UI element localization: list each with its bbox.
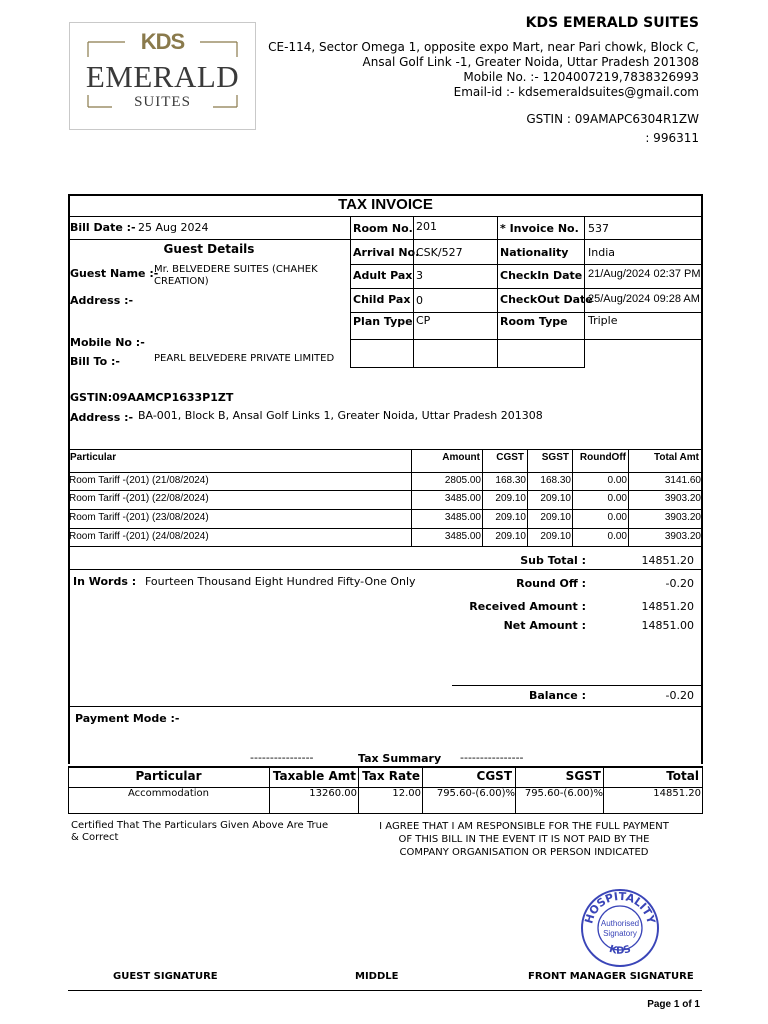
row-particular: Room Tariff -(201) (23/08/2024) bbox=[69, 512, 209, 523]
agree-line3: COMPANY ORGANISATION OR PERSON INDICATED bbox=[399, 847, 649, 858]
row-total: 3903.20 bbox=[664, 512, 701, 523]
grid-line bbox=[350, 367, 585, 368]
certified-text bbox=[71, 820, 328, 844]
row-particular: Room Tariff -(201) (21/08/2024) bbox=[69, 475, 209, 486]
guest-name-label: Guest Name :- bbox=[70, 267, 159, 280]
certified-line1: Certified That The Particulars Given Above Are True bbox=[71, 820, 329, 831]
in-words-label: In Words : bbox=[73, 575, 137, 588]
row-amount: 3485.00 bbox=[444, 512, 481, 523]
grid-line bbox=[350, 264, 702, 265]
row-cgst: 209.10 bbox=[495, 531, 526, 542]
sub-total-value: 14851.20 bbox=[641, 554, 694, 567]
guest-signature-label: GUEST SIGNATURE bbox=[113, 971, 218, 982]
table-line bbox=[68, 449, 703, 450]
row-roundoff: 0.00 bbox=[607, 531, 627, 542]
row-amount: 3485.00 bbox=[444, 493, 481, 504]
guest-details-heading: Guest Details bbox=[163, 242, 255, 256]
round-off-value: -0.20 bbox=[665, 577, 694, 590]
checkin-value: 21/Aug/2024 02:37 PM bbox=[588, 268, 701, 280]
hotel-gstin: GSTIN : 09AMAPC6304R1ZW bbox=[526, 112, 699, 126]
round-off-label: Round Off : bbox=[516, 577, 586, 590]
row-amount: 3485.00 bbox=[444, 531, 481, 542]
balance-bottom-divider bbox=[68, 706, 703, 707]
logo-kds-text: KDS bbox=[140, 29, 185, 54]
table-line bbox=[68, 546, 703, 547]
hotel-address-line2: Ansal Golf Link -1, Greater Noida, Uttar Pradesh 201308 bbox=[362, 55, 699, 69]
payment-mode-label: Payment Mode :- bbox=[75, 712, 180, 725]
plan-value: CP bbox=[416, 314, 431, 327]
row-roundoff: 0.00 bbox=[607, 493, 627, 504]
bill-date-divider bbox=[68, 239, 350, 240]
room-type-label: Room Type bbox=[500, 315, 568, 328]
certified-line2: & Correct bbox=[71, 832, 119, 843]
tax-row-total: 14851.20 bbox=[653, 788, 701, 799]
bill-to-value: PEARL BELVEDERE PRIVATE LIMITED bbox=[154, 353, 335, 364]
logo-suites-text: SUITES bbox=[134, 94, 191, 110]
authorised-stamp bbox=[578, 886, 662, 970]
row-sgst: 168.30 bbox=[540, 475, 571, 486]
tax-row-cgst: 795.60-(6.00)% bbox=[436, 788, 515, 799]
adult-value: 3 bbox=[416, 269, 423, 282]
table-line bbox=[68, 528, 703, 529]
grid-line bbox=[350, 312, 702, 313]
tax-row-particular: Accommodation bbox=[127, 788, 209, 799]
tax-col-rate: Tax Rate bbox=[362, 769, 420, 783]
row-particular: Room Tariff -(201) (22/08/2024) bbox=[69, 493, 209, 504]
checkout-value: 25/Aug/2024 09:28 AM bbox=[588, 293, 700, 305]
front-manager-signature-label: FRONT MANAGER SIGNATURE bbox=[528, 971, 694, 982]
col-cgst: CGST bbox=[496, 452, 524, 463]
tax-row-sgst: 795.60-(6.00)% bbox=[524, 788, 603, 799]
row-total: 3141.60 bbox=[664, 475, 701, 486]
balance-divider bbox=[452, 685, 702, 686]
guest-name-line2: CREATION) bbox=[154, 276, 209, 287]
table-line bbox=[68, 472, 703, 473]
tax-summary-title: Tax Summary bbox=[358, 752, 442, 765]
hotel-mobile: Mobile No. :- 1204007219,7838326993 bbox=[463, 70, 699, 84]
hotel-email: Email-id :- kdsemeraldsuites@gmail.com bbox=[453, 85, 699, 99]
tax-table-line bbox=[702, 766, 703, 814]
middle-label: MIDDLE bbox=[355, 971, 399, 982]
nationality-label: Nationality bbox=[500, 246, 569, 259]
received-label: Received Amount : bbox=[469, 600, 586, 613]
received-value: 14851.20 bbox=[641, 600, 694, 613]
tax-col-sgst: SGST bbox=[565, 769, 601, 783]
room-no-value: 201 bbox=[416, 220, 437, 233]
stamp-bottom-text: KDS bbox=[607, 943, 633, 957]
net-amount-value: 14851.00 bbox=[641, 619, 694, 632]
agree-line1: I AGREE THAT I AM RESPONSIBLE FOR THE FULL PAYMENT bbox=[379, 821, 669, 832]
bill-date-value: 25 Aug 2024 bbox=[138, 221, 209, 234]
balance-label: Balance : bbox=[528, 689, 586, 702]
col-amount: Amount bbox=[442, 452, 480, 463]
row-total: 3903.20 bbox=[664, 531, 701, 542]
bill-date-label: Bill Date :- bbox=[70, 221, 136, 234]
row-cgst: 168.30 bbox=[495, 475, 526, 486]
stamp-graphic bbox=[578, 886, 662, 970]
nationality-value: India bbox=[588, 246, 615, 259]
room-no-label: Room No. bbox=[353, 222, 413, 235]
row-total: 3903.20 bbox=[664, 493, 701, 504]
arrival-value: CSK/527 bbox=[416, 246, 463, 259]
row-sgst: 209.10 bbox=[540, 493, 571, 504]
tax-col-particular: Particular bbox=[135, 769, 202, 783]
net-amount-label: Net Amount : bbox=[503, 619, 586, 632]
hotel-logo bbox=[69, 22, 256, 130]
grid-line bbox=[350, 339, 702, 340]
guest-gstin: GSTIN:09AAMCP1633P1ZT bbox=[70, 391, 234, 404]
tax-table-top bbox=[68, 766, 703, 768]
checkin-label: CheckIn Date bbox=[500, 269, 583, 282]
stamp-center-line2: Signatory bbox=[603, 929, 637, 938]
row-cgst: 209.10 bbox=[495, 493, 526, 504]
tax-col-total: Total bbox=[666, 769, 699, 783]
bill-to-label: Bill To :- bbox=[70, 355, 120, 368]
stamp-center-line1: Authorised bbox=[600, 919, 640, 928]
table-line bbox=[68, 490, 703, 491]
footer-divider bbox=[68, 990, 702, 991]
tax-col-cgst: CGST bbox=[476, 769, 512, 783]
stamp-top-text: HOSPITALITY bbox=[582, 889, 658, 926]
col-total: Total Amt bbox=[654, 452, 699, 463]
invoice-title: TAX INVOICE bbox=[338, 196, 433, 213]
mobile-label: Mobile No :- bbox=[70, 336, 145, 349]
hotel-address-line1: CE-114, Sector Omega 1, opposite expo Mart, near Pari chowk, Block C, bbox=[268, 40, 699, 54]
agree-line2: OF THIS BILL IN THE EVENT IT IS NOT PAID BY THE bbox=[398, 834, 650, 845]
row-sgst: 209.10 bbox=[540, 531, 571, 542]
row-roundoff: 0.00 bbox=[607, 512, 627, 523]
in-words-value: Fourteen Thousand Eight Hundred Fifty-One Only bbox=[145, 575, 416, 588]
col-sgst: SGST bbox=[541, 452, 569, 463]
guest-name-value bbox=[154, 264, 318, 288]
hotel-address bbox=[268, 40, 699, 100]
child-value: 0 bbox=[416, 294, 423, 307]
col-particular: Particular bbox=[70, 452, 117, 463]
checkout-label: CheckOut Date bbox=[500, 293, 593, 306]
table-line bbox=[68, 509, 703, 510]
tax-row-taxable: 13260.00 bbox=[309, 788, 357, 799]
page-number: Page 1 of 1 bbox=[647, 999, 700, 1010]
row-cgst: 209.10 bbox=[495, 512, 526, 523]
tax-summary-dashes-right: ---------------- bbox=[460, 751, 524, 764]
sub-total-label: Sub Total : bbox=[520, 554, 586, 567]
invoice-no-value: 537 bbox=[588, 222, 609, 235]
balance-value: -0.20 bbox=[665, 689, 694, 702]
subtotal-divider bbox=[68, 569, 703, 570]
grid-line bbox=[350, 239, 702, 240]
tax-table-bottom bbox=[68, 813, 703, 814]
invoice-no-label: * Invoice No. bbox=[500, 222, 579, 235]
tax-col-taxable: Taxable Amt bbox=[272, 769, 356, 783]
row-particular: Room Tariff -(201) (24/08/2024) bbox=[69, 531, 209, 542]
room-type-value: Triple bbox=[588, 314, 618, 327]
plan-label: Plan Type bbox=[353, 315, 413, 328]
tax-summary-dashes-left: ---------------- bbox=[250, 751, 314, 764]
title-divider bbox=[68, 216, 703, 217]
logo-emerald-text: EMERALD bbox=[85, 59, 240, 94]
grid-line bbox=[350, 288, 702, 289]
row-sgst: 209.10 bbox=[540, 512, 571, 523]
adult-label: Adult Pax bbox=[353, 269, 413, 282]
guest-name-line1: Mr. BELVEDERE SUITES (CHAHEK bbox=[154, 264, 318, 275]
address-label: Address :- bbox=[70, 294, 134, 307]
address2-label: Address :- bbox=[70, 411, 134, 424]
row-amount: 2805.00 bbox=[444, 475, 481, 486]
hotel-name: KDS EMERALD SUITES bbox=[525, 15, 699, 31]
child-label: Child Pax bbox=[353, 293, 411, 306]
tax-row-rate: 12.00 bbox=[392, 788, 421, 799]
col-roundoff: RoundOff bbox=[579, 452, 626, 463]
address2-value: BA-001, Block B, Ansal Golf Links 1, Greater Noida, Uttar Pradesh 201308 bbox=[138, 409, 543, 422]
row-roundoff: 0.00 bbox=[607, 475, 627, 486]
hotel-sac: : 996311 bbox=[645, 131, 699, 145]
invoice-right-border bbox=[701, 194, 703, 764]
arrival-label: Arrival No. bbox=[353, 246, 420, 259]
agreement-text bbox=[360, 820, 688, 859]
